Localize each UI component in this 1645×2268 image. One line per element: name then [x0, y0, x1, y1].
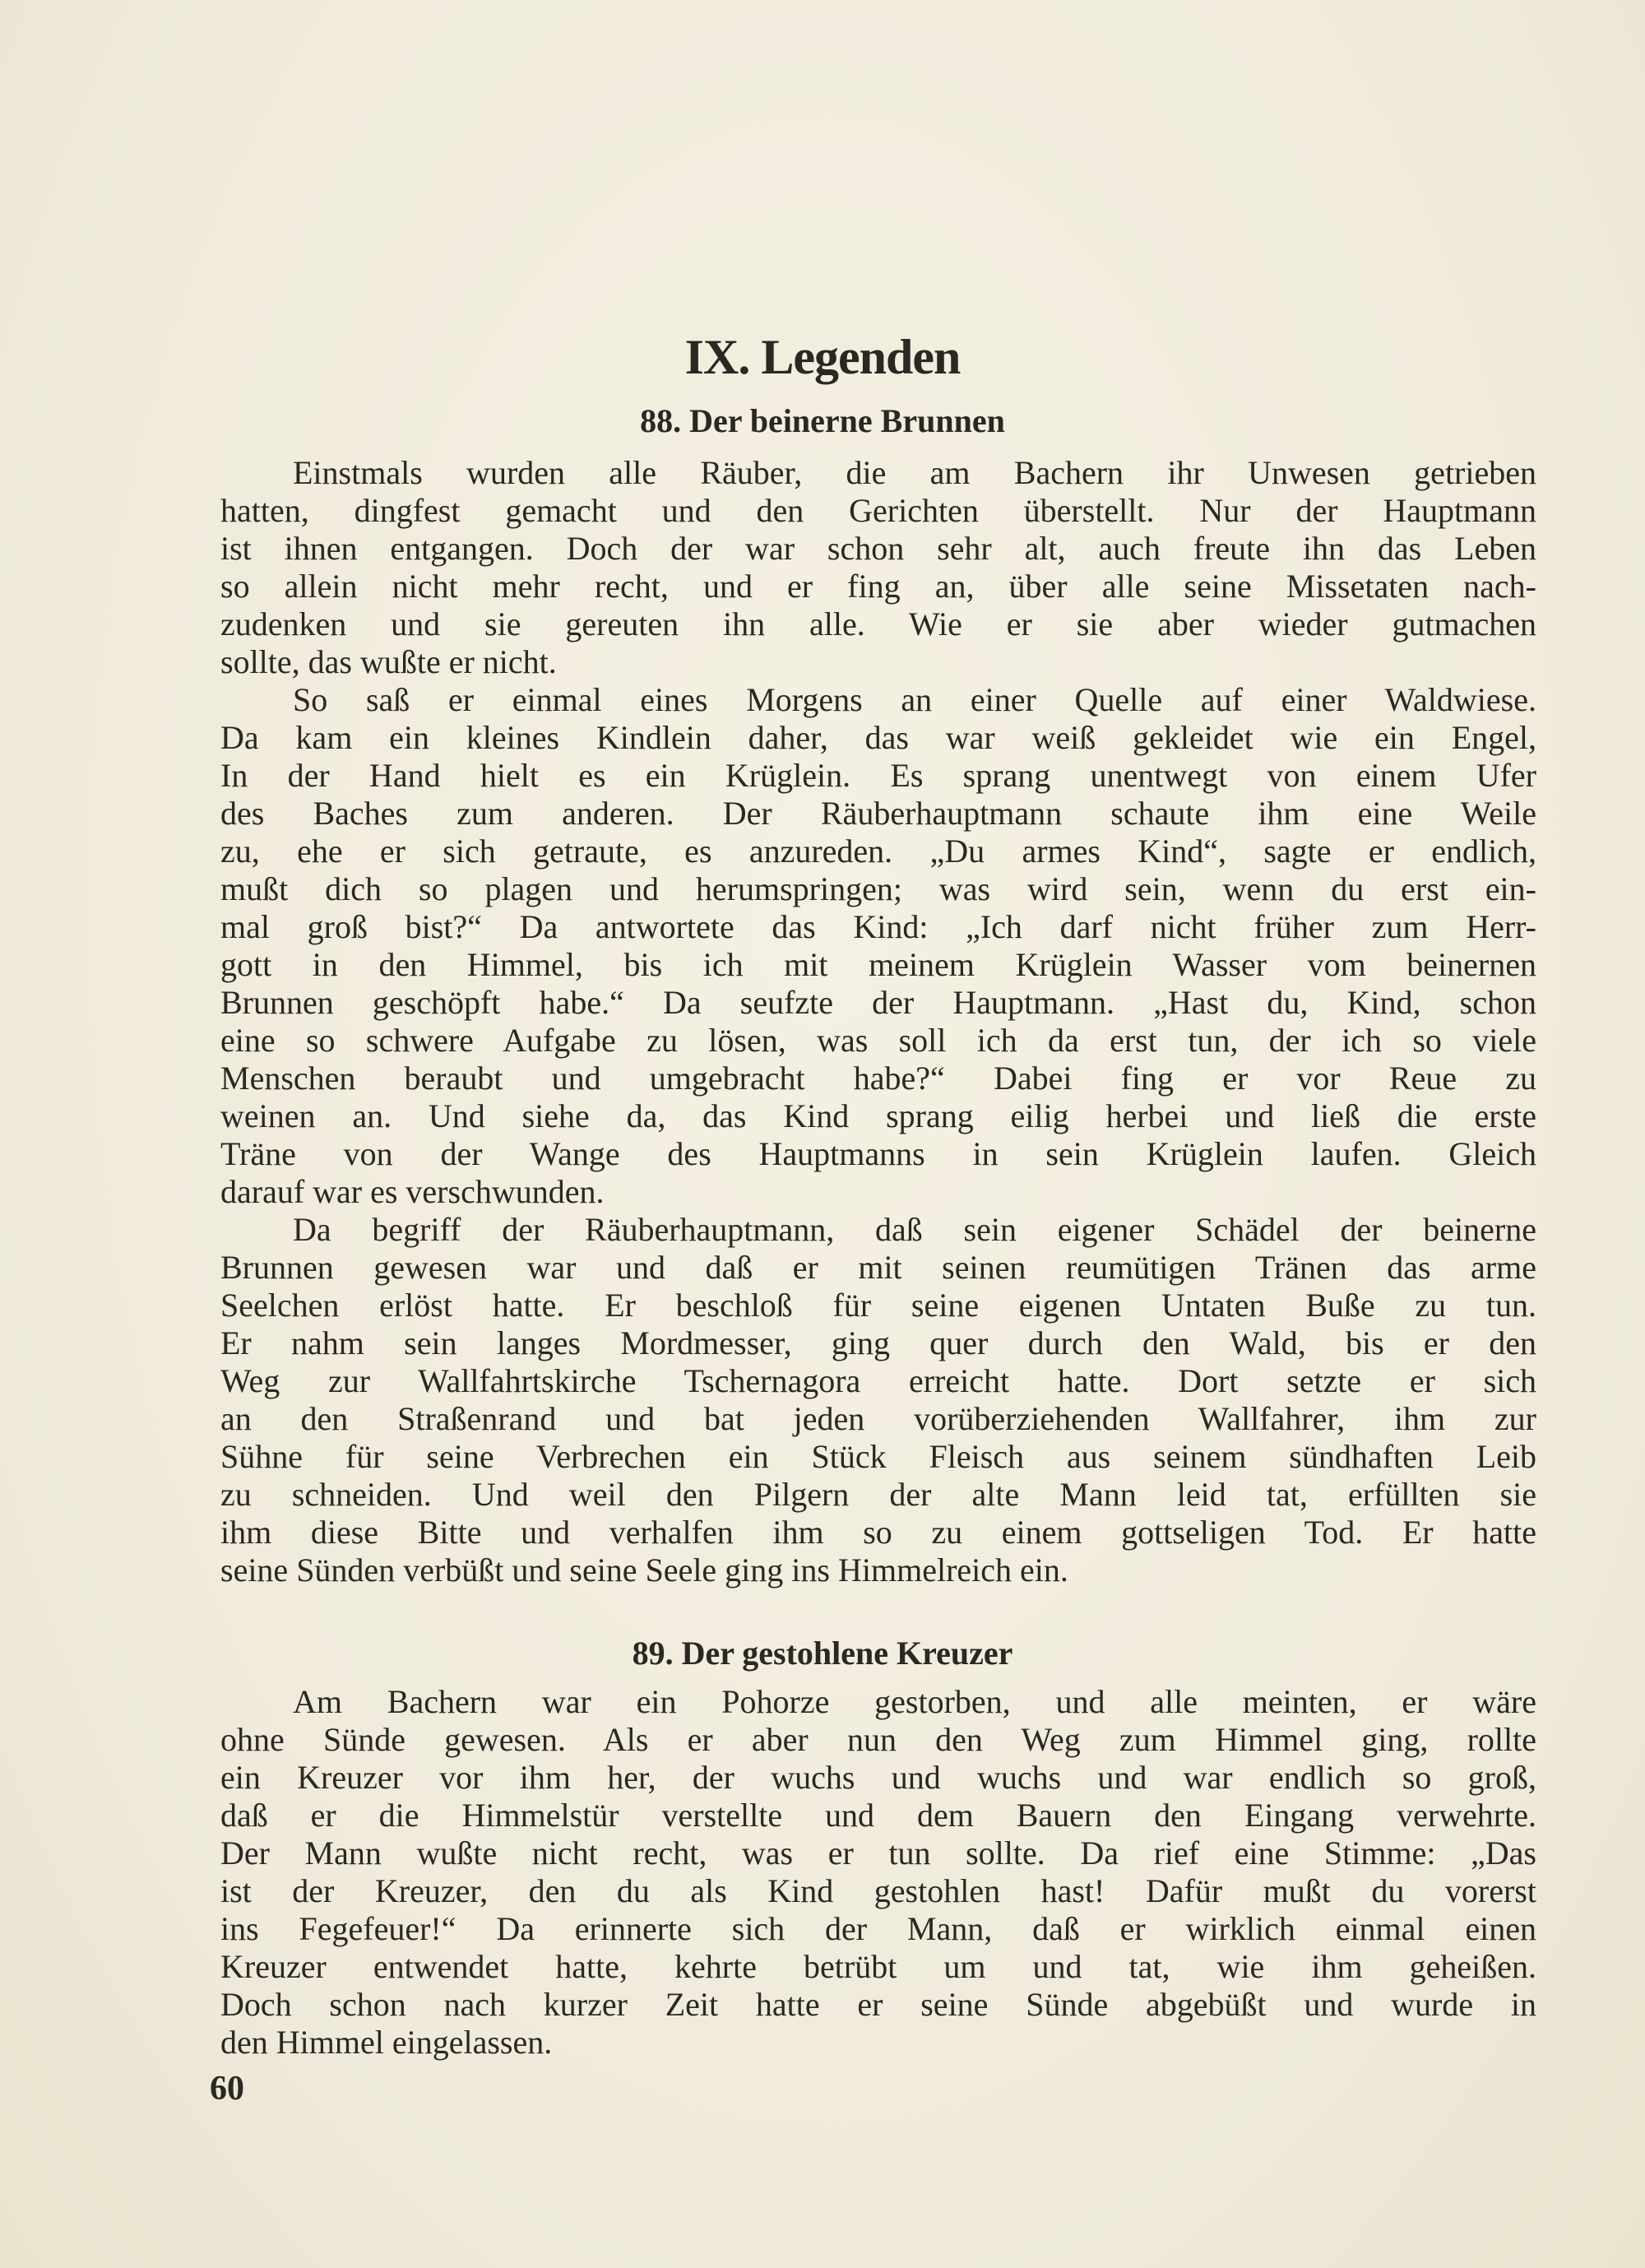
text-line: Der Mann wußte nicht recht, was er tun sollte. Da rief eine Stimme: „Das	[220, 1834, 1536, 1871]
text-line: zudenken und sie gereuten ihn alle. Wie er sie aber wieder gutmachen	[220, 605, 1536, 642]
chapter-title: IX. Legenden	[684, 330, 961, 384]
text-line: zu schneiden. Und weil den Pilgern der alte Mann leid tat, erfüllten sie	[220, 1476, 1536, 1513]
text-line: Weg zur Wallfahrtskirche Tschernagora erreicht hatte. Dort setzte er sich	[220, 1362, 1536, 1399]
text-line: ein Kreuzer vor ihm her, der wuchs und wuchs und war endlich so groß,	[220, 1759, 1536, 1796]
text-line: Da begriff der Räuberhauptmann, daß sein eigener Schädel der beinerne	[293, 1211, 1536, 1248]
text-line: darauf war es verschwunden.	[220, 1173, 605, 1210]
text-line: gott in den Himmel, bis ich mit meinem Krüglein Wasser vom beinernen	[220, 946, 1536, 983]
text-line: ihm diese Bitte und verhalfen ihm so zu einem gottseligen Tod. Er hatte	[220, 1514, 1536, 1551]
text-line: mal groß bist?“ Da antwortete das Kind: „Ich darf nicht früher zum Herr-	[220, 908, 1536, 945]
text-line: In der Hand hielt es ein Krüglein. Es sprang unentwegt von einem Ufer	[220, 757, 1536, 794]
paragraph	[220, 454, 1536, 681]
text-line: Brunnen geschöpft habe.“ Da seufzte der Hauptmann. „Hast du, Kind, schon	[220, 984, 1536, 1021]
text-line: Da kam ein kleines Kindlein daher, das war weiß gekleidet wie ein Engel,	[220, 719, 1536, 756]
text-line: Am Bachern war ein Pohorze gestorben, und alle meinten, er wäre	[293, 1683, 1536, 1720]
text-line: so allein nicht mehr recht, und er fing an, über alle seine Missetaten nach-	[220, 568, 1536, 605]
text-line: an den Straßenrand und bat jeden vorüberziehenden Wallfahrer, ihm zur	[220, 1400, 1536, 1437]
section-89-text	[220, 1683, 1536, 2062]
text-line: sollte, das wußte er nicht.	[220, 643, 557, 680]
text-line: ist der Kreuzer, den du als Kind gestohlen hast! Dafür mußt du vorerst	[220, 1872, 1536, 1909]
text-line: zu, ehe er sich getraute, es anzureden. „Du armes Kind“, sagte er endlich,	[220, 833, 1536, 870]
text-line: Träne von der Wange des Hauptmanns in sein Krüglein laufen. Gleich	[220, 1135, 1536, 1172]
text-line: eine so schwere Aufgabe zu lösen, was soll ich da erst tun, der ich so viele	[220, 1022, 1536, 1059]
section-heading-88: 88. Der beinerne Brunnen	[640, 402, 1005, 439]
text-line: daß er die Himmelstür verstellte und dem Bauern den Eingang verwehrte.	[220, 1797, 1536, 1834]
text-line: Doch schon nach kurzer Zeit hatte er seine Sünde abgebüßt und wurde in	[220, 1986, 1536, 2023]
text-line: ins Fegefeuer!“ Da erinnerte sich der Mann, daß er wirklich einmal einen	[220, 1910, 1536, 1947]
text-line: Kreuzer entwendet hatte, kehrte betrübt um und tat, wie ihm geheißen.	[220, 1948, 1536, 1985]
text-line: Er nahm sein langes Mordmesser, ging quer durch den Wald, bis er den	[220, 1324, 1536, 1361]
text-line: hatten, dingfest gemacht und den Gerichten überstellt. Nur der Hauptmann	[220, 492, 1536, 529]
paragraph	[220, 1683, 1536, 2062]
text-line: seine Sünden verbüßt und seine Seele ging ins Himmelreich ein.	[220, 1551, 1068, 1589]
text-line: ist ihnen entgangen. Doch der war schon sehr alt, auch freute ihn das Leben	[220, 530, 1536, 567]
paragraph	[220, 1211, 1536, 1589]
section-heading-89: 89. Der gestohlene Kreuzer	[632, 1635, 1013, 1672]
text-line: Sühne für seine Verbrechen ein Stück Fleisch aus seinem sündhaften Leib	[220, 1438, 1536, 1475]
section-88-text	[220, 454, 1536, 1589]
text-line: des Baches zum anderen. Der Räuberhauptmann schaute ihm eine Weile	[220, 795, 1536, 832]
text-line: weinen an. Und siehe da, das Kind sprang eilig herbei und ließ die erste	[220, 1097, 1536, 1134]
text-line: ohne Sünde gewesen. Als er aber nun den Weg zum Himmel ging, rollte	[220, 1721, 1536, 1758]
text-line: Einstmals wurden alle Räuber, die am Bachern ihr Unwesen getrieben	[293, 454, 1536, 491]
text-line: So saß er einmal eines Morgens an einer Quelle auf einer Waldwiese.	[293, 681, 1536, 718]
text-line: mußt dich so plagen und herumspringen; was wird sein, wenn du erst ein-	[220, 870, 1536, 907]
page-number: 60	[210, 2070, 244, 2108]
text-line: Menschen beraubt und umgebracht habe?“ Dabei fing er vor Reue zu	[220, 1060, 1536, 1097]
text-line: den Himmel eingelassen.	[220, 2024, 553, 2061]
paragraph	[220, 681, 1536, 1211]
text-line: Brunnen gewesen war und daß er mit seinen reumütigen Tränen das arme	[220, 1249, 1536, 1286]
text-line: Seelchen erlöst hatte. Er beschloß für seine eigenen Untaten Buße zu tun.	[220, 1287, 1536, 1324]
